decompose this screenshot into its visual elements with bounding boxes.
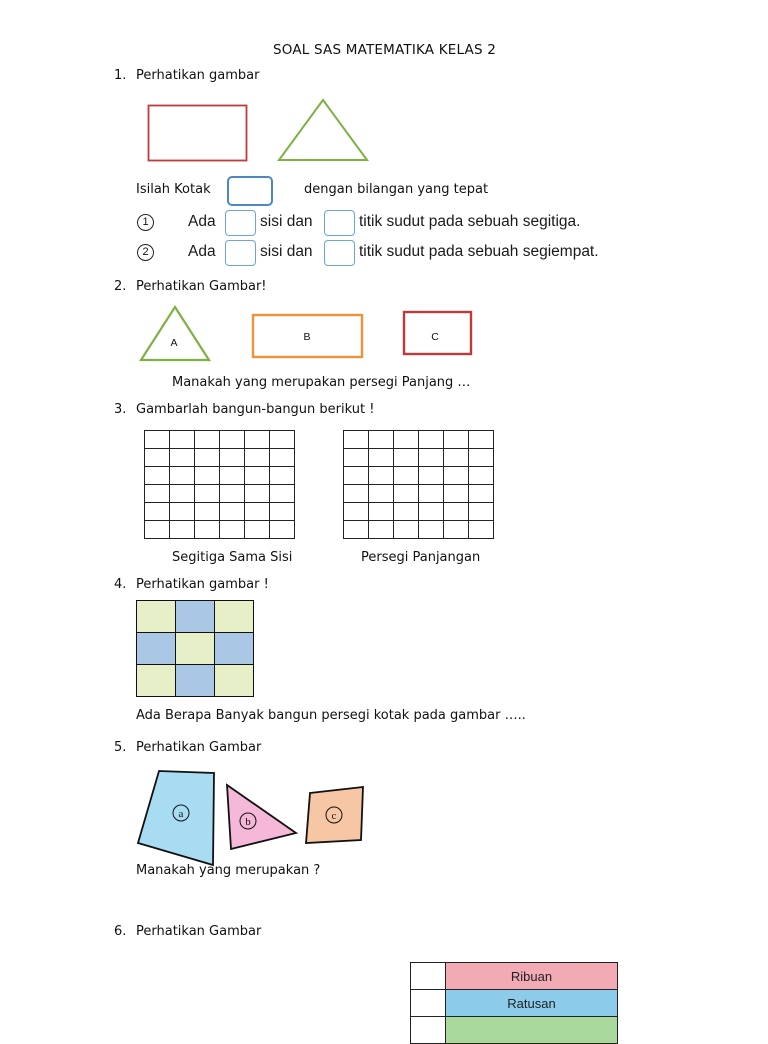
question-1-shapes xyxy=(140,95,380,167)
question-1-instruction-after: dengan bilangan yang tepat xyxy=(304,182,489,197)
shape-label-a: a xyxy=(178,808,184,820)
grid-caption-triangle: Segitiga Sama Sisi xyxy=(172,550,293,565)
place-value-label: Ratusan xyxy=(446,990,618,1017)
question-5-prompt: Perhatikan Gambar xyxy=(136,740,262,755)
drawing-grid-rectangle[interactable] xyxy=(343,430,494,539)
q1-item-2-end: titik sudut pada sebuah segiempat. xyxy=(359,243,599,260)
pink-triangle-b-shape xyxy=(227,785,296,849)
place-value-blank-cell xyxy=(411,990,446,1017)
grid-caption-rectangle: Persegi Panjangan xyxy=(361,550,481,565)
question-5-question: Manakah yang merupakan ? xyxy=(136,863,321,878)
question-4-question: Ada Berapa Banyak bangun persegi kotak pada gambar ….. xyxy=(136,708,526,723)
drawing-grid-triangle[interactable] xyxy=(144,430,295,539)
mosaic-cell xyxy=(137,633,176,665)
example-answer-box xyxy=(227,176,273,206)
table-row xyxy=(411,990,618,1017)
shape-label-c: C xyxy=(431,331,439,343)
question-2-prompt: Perhatikan Gambar! xyxy=(136,279,267,294)
blue-trapezoid-a-shape xyxy=(138,771,214,865)
mosaic-cell xyxy=(176,601,215,633)
question-1-instruction-before: Isilah Kotak xyxy=(136,182,211,197)
question-3-prompt: Gambarlah bangun-bangun berikut ! xyxy=(136,402,375,417)
shape-label-c: c xyxy=(331,810,337,822)
q1-item-1-vertices-input[interactable] xyxy=(324,210,355,236)
question-2-shapes xyxy=(135,302,480,364)
green-triangle-shape xyxy=(279,100,367,160)
question-5-number: 5. xyxy=(114,740,127,755)
question-2-question: Manakah yang merupakan persegi Panjang … xyxy=(172,375,471,390)
question-1-number: 1. xyxy=(114,68,127,83)
mosaic-cell xyxy=(137,601,176,633)
question-4-number: 4. xyxy=(114,577,127,592)
red-rectangle-shape xyxy=(149,106,247,161)
q1-item-2-vertices-input[interactable] xyxy=(324,240,355,266)
mosaic-cell xyxy=(137,665,176,697)
mosaic-cell xyxy=(215,633,254,665)
mosaic-cell xyxy=(176,665,215,697)
q1-item-1-sides-input[interactable] xyxy=(225,210,256,236)
question-4-prompt: Perhatikan gambar ! xyxy=(136,577,269,592)
table-row xyxy=(411,963,618,990)
shape-label-b: b xyxy=(245,816,251,828)
circled-number-1: 1 xyxy=(137,214,154,231)
place-value-label xyxy=(446,1017,618,1044)
q1-item-1-mid: sisi dan xyxy=(260,213,313,230)
mosaic-cell xyxy=(215,665,254,697)
place-value-blank-cell xyxy=(411,1017,446,1044)
place-value-blank-cell xyxy=(411,963,446,990)
square-mosaic xyxy=(136,600,254,697)
mosaic-cell xyxy=(176,633,215,665)
shape-label-b: B xyxy=(303,331,311,343)
q1-item-2-mid: sisi dan xyxy=(260,243,313,260)
place-value-label: Ribuan xyxy=(446,963,618,990)
question-6-number: 6. xyxy=(114,924,127,939)
q1-item-2-sides-input[interactable] xyxy=(225,240,256,266)
q1-item-2-ada: Ada xyxy=(188,243,216,260)
circled-number-2: 2 xyxy=(137,244,154,261)
shape-label-a: A xyxy=(170,337,178,349)
question-1-prompt: Perhatikan gambar xyxy=(136,68,260,83)
question-6-prompt: Perhatikan Gambar xyxy=(136,924,262,939)
q1-item-1-ada: Ada xyxy=(188,213,216,230)
question-3-number: 3. xyxy=(114,402,127,417)
page-title: SOAL SAS MATEMATIKA KELAS 2 xyxy=(273,42,497,58)
place-value-table xyxy=(410,962,618,1044)
green-triangle-a-shape xyxy=(141,307,209,360)
mosaic-cell xyxy=(215,601,254,633)
q1-item-1-end: titik sudut pada sebuah segitiga. xyxy=(359,213,581,230)
question-2-number: 2. xyxy=(114,279,127,294)
question-5-shapes xyxy=(130,765,380,870)
table-row xyxy=(411,1017,618,1044)
